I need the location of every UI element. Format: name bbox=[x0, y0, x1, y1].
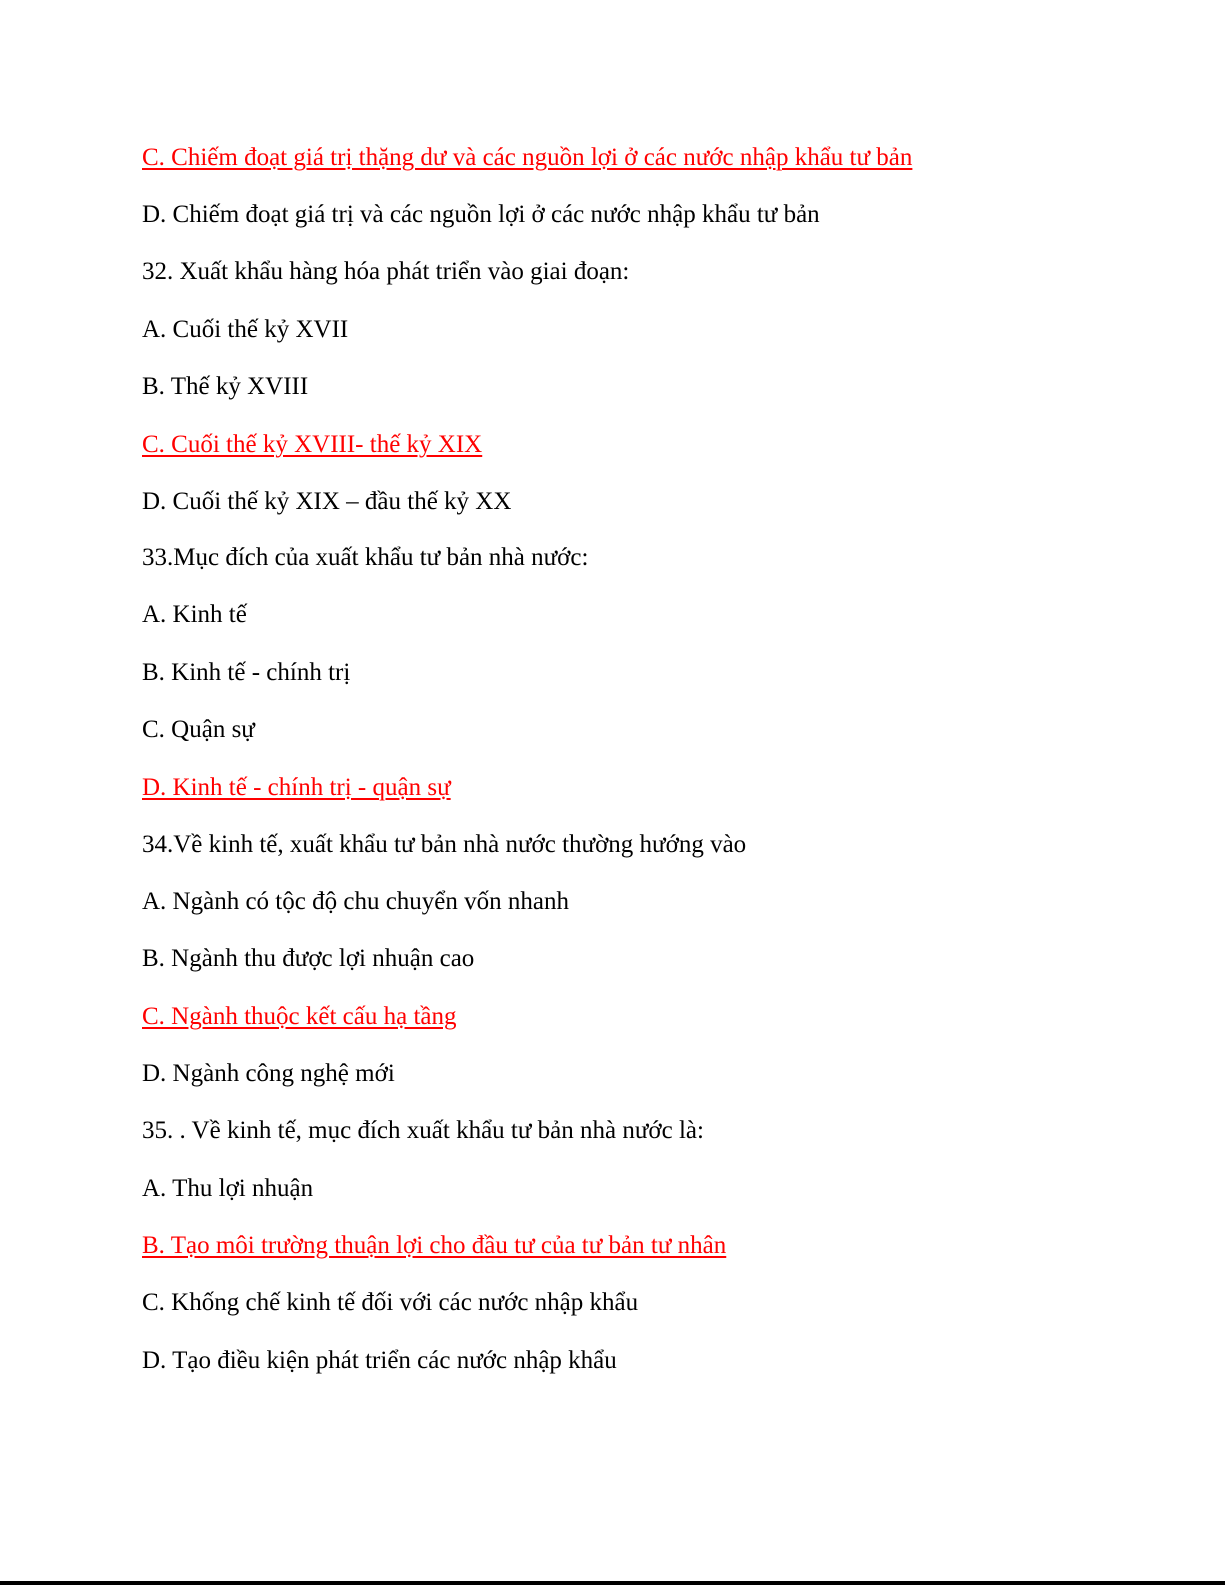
question-34: 34.Về kinh tế, xuất khẩu tư bản nhà nước thường hướng vào bbox=[142, 831, 747, 858]
option-32-c-correct: C. Cuối thế kỷ XVIII- thế kỷ XIX bbox=[142, 431, 483, 458]
option-32-d: D. Cuối thế kỷ XIX – đầu thế kỷ XX bbox=[142, 488, 512, 515]
option-31-d: D. Chiếm đoạt giá trị và các nguồn lợi ở các nước nhập khẩu tư bản bbox=[142, 201, 820, 228]
option-34-d: D. Ngành công nghệ mới bbox=[142, 1060, 395, 1087]
question-35: 35. . Về kinh tế, mục đích xuất khẩu tư bản nhà nước là: bbox=[142, 1117, 704, 1144]
option-33-b: B. Kinh tế - chính trị bbox=[142, 659, 351, 686]
question-32: 32. Xuất khẩu hàng hóa phát triển vào giai đoạn: bbox=[142, 258, 630, 285]
option-33-c: C. Quận sự bbox=[142, 716, 255, 743]
option-32-a: A. Cuối thế kỷ XVII bbox=[142, 316, 349, 343]
option-35-c: C. Khống chế kinh tế đối với các nước nhập khẩu bbox=[142, 1289, 639, 1316]
option-32-b: B. Thế kỷ XVIII bbox=[142, 373, 309, 400]
option-35-b-correct: B. Tạo môi trường thuận lợi cho đầu tư của tư bản tư nhân bbox=[142, 1232, 727, 1259]
option-33-d-correct: D. Kinh tế - chính trị - quận sự bbox=[142, 774, 451, 801]
option-34-a: A. Ngành có tộc độ chu chuyển vốn nhanh bbox=[142, 888, 569, 915]
option-33-a: A. Kinh tế bbox=[142, 601, 247, 628]
bottom-border bbox=[0, 1581, 1225, 1585]
option-31-c-correct: C. Chiếm đoạt giá trị thặng dư và các nguồn lợi ở các nước nhập khẩu tư bản bbox=[142, 144, 913, 171]
option-34-b: B. Ngành thu được lợi nhuận cao bbox=[142, 945, 475, 972]
option-34-c-correct: C. Ngành thuộc kết cấu hạ tầng bbox=[142, 1003, 457, 1030]
option-35-d: D. Tạo điều kiện phát triển các nước nhập khẩu bbox=[142, 1347, 617, 1374]
question-33: 33.Mục đích của xuất khẩu tư bản nhà nước: bbox=[142, 544, 589, 571]
option-35-a: A. Thu lợi nhuận bbox=[142, 1175, 314, 1202]
